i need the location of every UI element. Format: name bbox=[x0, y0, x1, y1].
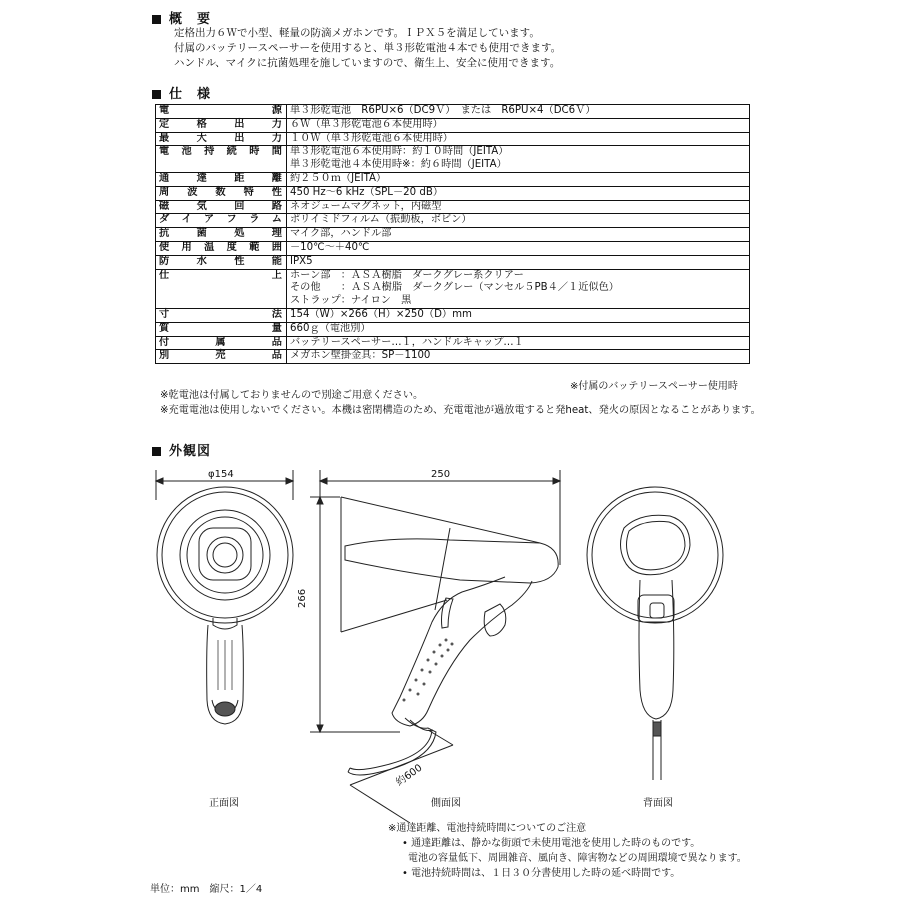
spec-value-line: 660ｇ（電池別） bbox=[290, 322, 371, 334]
spec-note-line: ※乾電池は付属しておりませんので別途ご用意ください。 bbox=[160, 390, 424, 401]
spec-key: 使用温度範囲 bbox=[156, 241, 287, 255]
spec-key: 磁気回路 bbox=[156, 200, 287, 214]
footer-notes bbox=[388, 821, 747, 881]
dim-strap-label: 約600 bbox=[394, 762, 425, 789]
footer-note-item: 電池の容量低下、周囲雑音、風向き、障害物などの周囲環境で異なります。 bbox=[408, 853, 747, 864]
spec-key: 電源 bbox=[156, 105, 287, 119]
spec-value-line: 単３形乾電池４本使用時※：約６時間（JEITA） bbox=[290, 159, 507, 171]
footer-notes-title: ※通達距離、電池持続時間についてのご注意 bbox=[388, 823, 587, 834]
overview-line: ハンドル、マイクに抗菌処理を施していますので、衛生上、安全に使用できます。 bbox=[174, 57, 561, 69]
spec-value-line: ネオジュームマグネット，内磁型 bbox=[290, 200, 442, 212]
spec-value-line: 単３形乾電池 R6PU×6（DC9Ｖ） または R6PU×4（DC6Ｖ） bbox=[290, 105, 596, 116]
spec-key: 通達距離 bbox=[156, 172, 287, 186]
spec-value-line: ホーン部 ：ＡＳＡ樹脂 ダークグレー系クリアー bbox=[290, 269, 524, 281]
overview-heading: 概 要 bbox=[152, 8, 211, 27]
spec-key: 周波数特性 bbox=[156, 186, 287, 200]
spec-heading: 仕 様 bbox=[152, 83, 211, 102]
spec-value-line: ストラップ：ナイロン 黒 bbox=[290, 295, 412, 307]
spec-value-line: ６Ｗ（単３形乾電池６本使用時） bbox=[290, 118, 443, 130]
dim-depth-label: 250 bbox=[431, 469, 451, 480]
front-view-label: 正面図 bbox=[209, 798, 239, 809]
spec-value-line: －10℃～＋40℃ bbox=[290, 241, 370, 253]
footer-note-item: • 電池持続時間は、１日３０分書使用した時の延べ時間です。 bbox=[402, 868, 681, 879]
front-view bbox=[156, 470, 293, 724]
spec-value-line: マイク部，ハンドル部 bbox=[290, 228, 392, 240]
footer-note-item: • 通達距離は、静かな街頭で未使用電池を使用した時のものです。 bbox=[402, 838, 701, 849]
spec-key: 最大出力 bbox=[156, 132, 287, 146]
spec-value-line: 単３形乾電池６本使用時：約１０時間（JEITA） bbox=[290, 146, 509, 158]
spec-value-line: バッテリースペーサー…１，ハンドルキャップ…１ bbox=[290, 336, 524, 348]
spec-key: 電池持続時間 bbox=[156, 146, 287, 173]
side-view bbox=[310, 470, 560, 823]
back-view bbox=[587, 487, 723, 780]
spec-value-line: IPX5 bbox=[290, 255, 313, 267]
dim-diameter-label: φ154 bbox=[208, 469, 234, 480]
unit-scale: 単位：mm 縮尺：1／4 bbox=[150, 884, 263, 895]
back-view-label: 背面図 bbox=[643, 798, 673, 809]
spec-key: 定格出力 bbox=[156, 118, 287, 132]
spec-key: 質量 bbox=[156, 322, 287, 336]
side-view-label: 側面図 bbox=[431, 798, 461, 809]
spec-key: 別売品 bbox=[156, 350, 287, 364]
spec-key: 付属品 bbox=[156, 336, 287, 350]
dim-height-label: 266 bbox=[297, 588, 308, 608]
spec-value-line: ポリイミドフィルム（振動板，ボビン） bbox=[290, 214, 472, 226]
spec-key: ダイアフラム bbox=[156, 214, 287, 228]
spec-key: 寸法 bbox=[156, 308, 287, 322]
overview-line: 付属のバッテリースペーサーを使用すると、単３形乾電池４本でも使用できます。 bbox=[174, 42, 562, 54]
spec-value-line: メガホン壁掛金具：SP－1100 bbox=[290, 350, 431, 362]
spec-key: 抗菌処理 bbox=[156, 228, 287, 242]
spec-key: 仕上 bbox=[156, 269, 287, 308]
spec-footnote: ※付属のバッテリースペーサー使用時 bbox=[570, 381, 738, 392]
spec-note-line: ※充電電池は使用しないでください。本機は密閉構造のため、充電電池が過放電すると発heat、発火の原因となることがあります。 bbox=[160, 405, 761, 416]
spec-value-line: その他 ：ＡＳＡ樹脂 ダークグレー（マンセル５PB４／１近似色） bbox=[290, 282, 619, 294]
spec-value-line: 約２５０ｍ（JEITA） bbox=[290, 172, 387, 184]
spec-value-line: 450 Hz～6 kHz（SPL－20 dB） bbox=[290, 186, 444, 198]
drawing-heading: 外観図 bbox=[152, 440, 211, 459]
spec-key: 防水性能 bbox=[156, 255, 287, 269]
spec-value-line: 154（W）×266（H）×250（D）mm bbox=[290, 308, 472, 320]
spec-value-line: １０Ｗ（単３形乾電池６本使用時） bbox=[290, 132, 453, 144]
overview-line: 定格出力６Ｗで小型、軽量の防滴メガホンです。ＩＰＸ５を満足しています。 bbox=[174, 27, 540, 39]
